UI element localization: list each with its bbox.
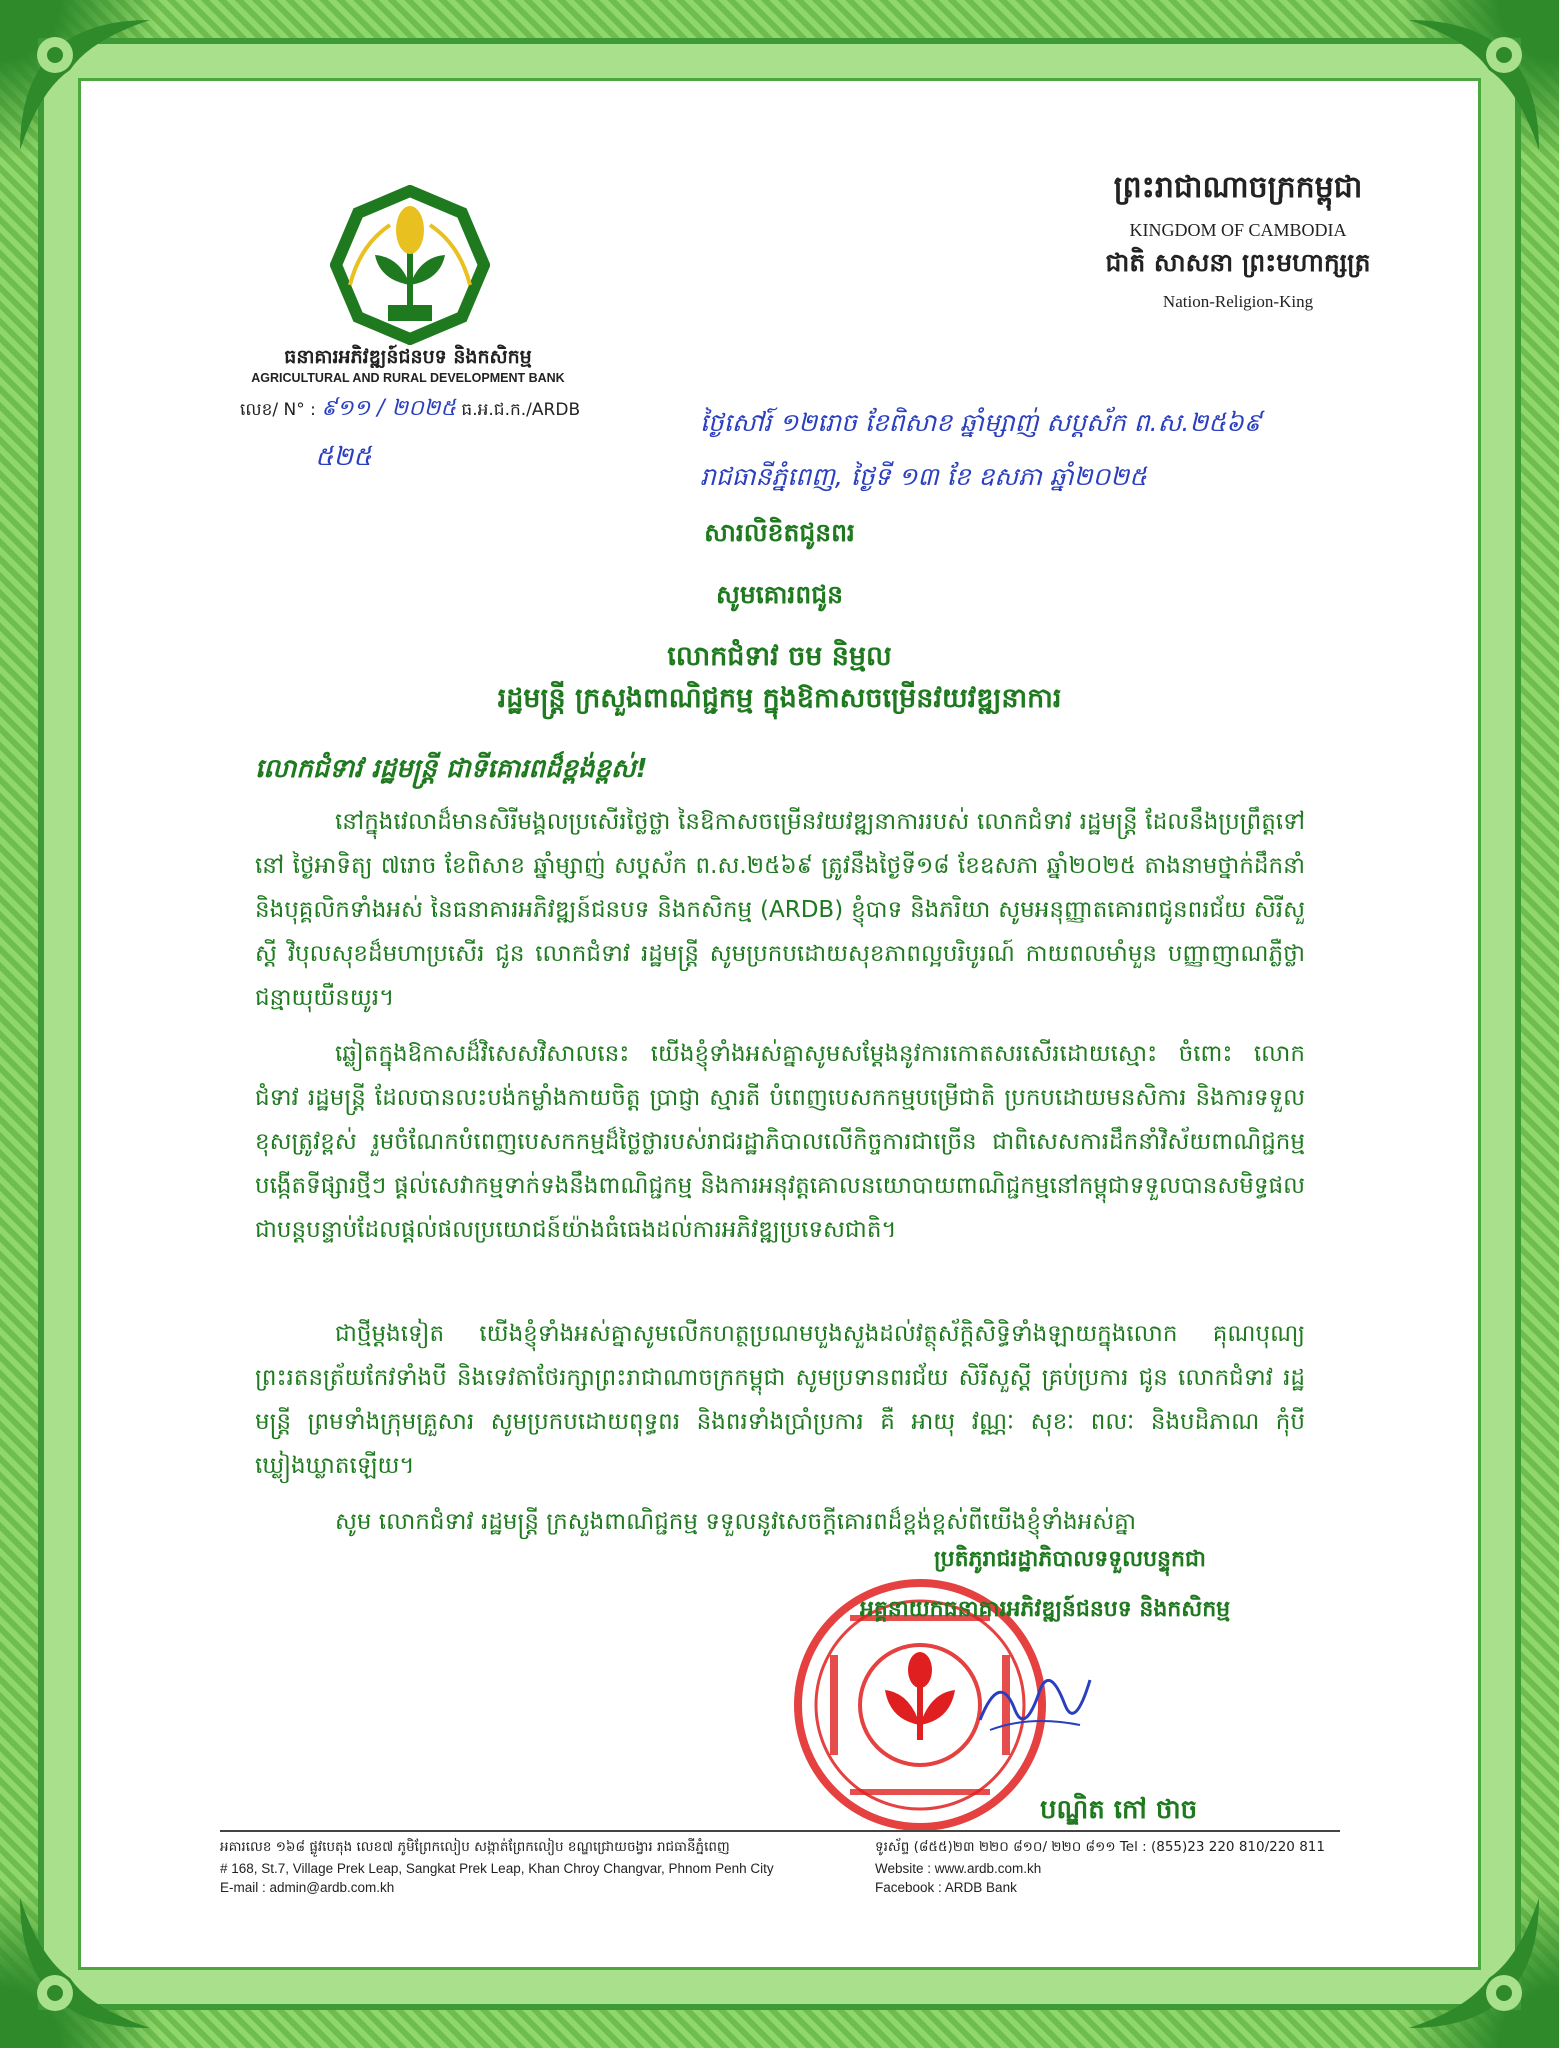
body-paragraph-1: នៅក្នុងវេលាដ៏មានសិរីមង្គលប្រសើរថ្លៃថ្លា នៃឱកាសចម្រើនវយវឌ្ឍនាការរបស់ លោកជំទាវ រដ្ឋមន្ត្រី ដែលនឹងប្រព្រឹត្តទៅនៅ ថ្ងៃអាទិត្យ ៧រោច ខែពិសាខ ឆ្នាំម្សាញ់ សប្តស័ក ព.ស.២៥៦៩ ត្រូវនឹងថ្ងៃទី១៨ ខែឧសភា ឆ្នាំ២០២៥ តាងនាមថ្នាក់ដឹកនាំ និងបុគ្គលិកទាំងអស់ នៃធនាគារអភិវឌ្ឍន៍ជនបទ និងកសិកម្ម (ARDB) ខ្ញុំបាទ និងភរិយា សូមអនុញ្ញាតគោរពជូនពរជ័យ សិរីសួស្តី វិបុលសុខដ៏មហាប្រសើរ ជូន លោកជំទាវ រដ្ឋមន្ត្រី សូមប្រកបដោយសុខភាពល្អបរិបូរណ៍ កាយពលមាំមួន បញ្ញាញាណភ្លឺថ្លា ជន្មាយុយឺនយូរ។ [255, 809, 1305, 1011]
reference-handwritten: ៥២៥ [315, 442, 372, 472]
body-paragraph-3: ជាថ្មីម្តងទៀត យើងខ្ញុំទាំងអស់គ្នាសូមលើកហត្ថប្រណមបួងសួងដល់វត្ថុស័ក្តិសិទ្ធិទាំងឡាយក្នុងលោក គុណបុណ្យព្រះរតនត្រ័យកែវទាំងបី និងទេវតាថែរក្សាព្រះរាជាណាចក្រកម្ពុជា សូមប្រទានពរជ័យ សិរីសួស្តី គ្រប់ប្រការ ជូន លោកជំទាវ រដ្ឋមន្ត្រី ព្រមទាំងក្រុមគ្រួសារ សូមប្រកបដោយពុទ្ធពរ និងពរទាំងប្រាំប្រការ គឺ អាយុ វណ្ណៈ សុខៈ ពលៈ និងបដិភាណ កុំបីឃ្លៀងឃ្លាតឡើយ។ [255, 1321, 1305, 1479]
signer-name: បណ្ឌិត កៅ ថាច [1040, 1795, 1198, 1825]
footer-facebook: Facebook : ARDB Bank [875, 1880, 1017, 1895]
footer-website: Website : www.ardb.com.kh [875, 1861, 1042, 1876]
bank-name-en: AGRICULTURAL AND RURAL DEVELOPMENT BANK [251, 371, 565, 385]
kingdom-title-en: KINGDOM OF CAMBODIA [1129, 220, 1347, 240]
footer-address-en: # 168, St.7, Village Prek Leap, Sangkat Prek Leap, Khan Chroy Changvar, Phnom Penh City [220, 1861, 774, 1876]
reference-value: ៩១១ / ២០២៥ [321, 396, 456, 421]
lunar-date: ថ្ងៃសៅរ៍ ១២រោច ខែពិសាខ ឆ្នាំម្សាញ់ សប្តស័ក ព.ស.២៥៦៩ [700, 408, 1262, 437]
handwritten-signature-icon [970, 1650, 1100, 1750]
respect-line: សូមគោរពជូន [716, 580, 843, 609]
footer-email: E-mail : admin@ardb.com.kh [220, 1880, 395, 1895]
body-paragraph-4: សូម លោកជំទាវ រដ្ឋមន្ត្រី ក្រសួងពាណិជ្ជកម្ម ទទួលនូវសេចក្តីគោរពដ៏ខ្ពង់ខ្ពស់ពីយើងខ្ញុំទាំងអស់គ្នា [335, 1509, 1137, 1535]
footer-address-km: អគារលេខ ១៦៨ ផ្លូវបេតុង លេខ៧ ភូមិព្រែកលៀប សង្កាត់ព្រែកលៀប ខណ្ឌជ្រោយចង្វារ រាជធានីភ្នំពេញ [220, 1839, 730, 1855]
salutation: លោកជំទាវ រដ្ឋមន្ត្រី ជាទីគោរពដ៏ខ្ពង់ខ្ពស់! [255, 754, 648, 784]
kingdom-title-km: ព្រះរាជាណាចក្រកម្ពុជា [1113, 170, 1363, 205]
reference-suffix: ធ.អ.ជ.ក./ARDB [461, 400, 581, 420]
signer-role-line-1: ប្រតិភូរាជរដ្ឋាភិបាលទទួលបន្ទុកជា [934, 1547, 1206, 1572]
ardb-logo-icon [330, 185, 490, 345]
reference-label: លេខ/ N° : [240, 400, 316, 420]
bank-name-km: ធនាគារអភិវឌ្ឍន៍ជនបទ និងកសិកម្ម [284, 346, 532, 368]
motto-km: ជាតិ សាសនា ព្រះមហាក្សត្រ [1105, 248, 1371, 277]
recipient-title: រដ្ឋមន្ត្រី ក្រសួងពាណិជ្ជកម្ម ក្នុងឱកាសចម្រើនវយវឌ្ឍនាការ [497, 683, 1062, 714]
signer-role-line-2: អគ្គនាយកធនាគារអភិវឌ្ឍន៍ជនបទ និងកសិកម្ម [859, 1597, 1231, 1622]
footer-phone: ទូរស័ព្ទ (៨៥៥)២៣ ២២០ ៨១០/ ២២០ ៨១១ Tel : (855)23 220 810/220 811 [875, 1839, 1325, 1855]
motto-en: Nation-Religion-King [1162, 292, 1314, 311]
solar-date: រាជធានីភ្នំពេញ, ថ្ងៃទី ១៣ ខែ ឧសភា ឆ្នាំ២០២៥ [700, 462, 1147, 491]
body-paragraph-2: ឆ្លៀតក្នុងឱកាសដ៏វិសេសវិសាលនេះ យើងខ្ញុំទាំងអស់គ្នាសូមសម្តែងនូវការកោតសរសើរដោយស្មោះ ចំពោះ លោកជំទាវ រដ្ឋមន្ត្រី ដែលបានលះបង់កម្លាំងកាយចិត្ត ប្រាជ្ញា ស្មារតី បំពេញបេសកកម្មបម្រើជាតិ ប្រកបដោយមនសិការ និងការទទួលខុសត្រូវខ្ពស់ រួមចំណែកបំពេញបេសកកម្មដ៏ថ្លៃថ្លារបស់រាជរដ្ឋាភិបាលលើកិច្ចការជាច្រើន ជាពិសេសការដឹកនាំវិស័យពាណិជ្ជកម្ម បង្កើតទីផ្សារថ្មីៗ ផ្តល់សេវាកម្មទាក់ទងនឹងពាណិជ្ជកម្ម និងការអនុវត្តគោលនយោបាយពាណិជ្ជកម្មនៅកម្ពុជាទទួលបានសមិទ្ធផលជាបន្តបន្ទាប់ដែលផ្តល់ផលប្រយោជន៍យ៉ាងធំធេងដល់ការអភិវឌ្ឍប្រទេសជាតិ។ [255, 1041, 1305, 1243]
recipient-name: លោកជំទាវ ចម និម្មល [667, 641, 892, 672]
footer-divider [220, 1830, 1340, 1832]
letter-title: សារលិខិតជូនពរ [704, 518, 855, 547]
reference-number [240, 394, 580, 426]
